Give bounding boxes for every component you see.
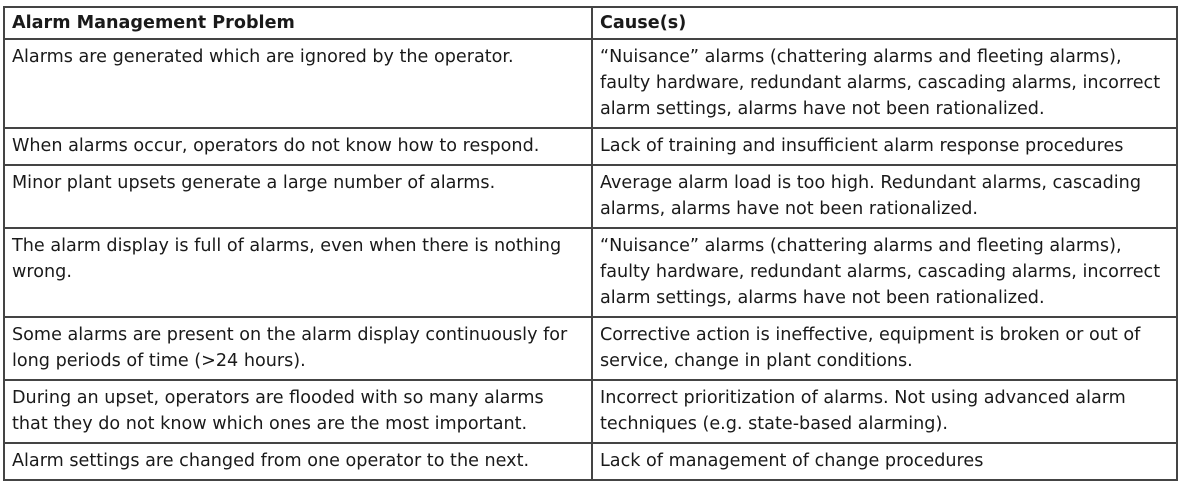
header-causes: Cause(s) <box>592 7 1177 39</box>
table-header-row <box>4 7 1177 39</box>
problem-cell: Some alarms are present on the alarm display continuously for long periods of time (>24 hours). <box>4 317 592 380</box>
cause-cell: “Nuisance” alarms (chattering alarms and fleeting alarms), faulty hardware, redundant alarms, cascading alarms, incorrect alarm settings, alarms have not been rationalized. <box>592 228 1177 317</box>
table-row <box>4 39 1177 128</box>
table-row <box>4 228 1177 317</box>
table-body <box>4 39 1177 480</box>
cause-cell: Incorrect prioritization of alarms. Not using advanced alarm techniques (e.g. state-based alarming). <box>592 380 1177 443</box>
cause-cell: Corrective action is ineffective, equipment is broken or out of service, change in plant conditions. <box>592 317 1177 380</box>
problem-cell: When alarms occur, operators do not know how to respond. <box>4 128 592 165</box>
cause-cell: Lack of management of change procedures <box>592 443 1177 480</box>
problem-cell: Alarms are generated which are ignored by the operator. <box>4 39 592 128</box>
problem-cell: During an upset, operators are flooded with so many alarms that they do not know which ones are the most important. <box>4 380 592 443</box>
header-problem: Alarm Management Problem <box>4 7 592 39</box>
cause-cell: “Nuisance” alarms (chattering alarms and fleeting alarms), faulty hardware, redundant alarms, cascading alarms, incorrect alarm settings, alarms have not been rationalized. <box>592 39 1177 128</box>
problem-cell: Alarm settings are changed from one operator to the next. <box>4 443 592 480</box>
table-header <box>4 7 1177 39</box>
table-row <box>4 317 1177 380</box>
table-row <box>4 165 1177 228</box>
problem-cell: Minor plant upsets generate a large number of alarms. <box>4 165 592 228</box>
table-row <box>4 128 1177 165</box>
table-row <box>4 443 1177 480</box>
problem-cell: The alarm display is full of alarms, even when there is nothing wrong. <box>4 228 592 317</box>
cause-cell: Lack of training and insufficient alarm response procedures <box>592 128 1177 165</box>
cause-cell: Average alarm load is too high. Redundant alarms, cascading alarms, alarms have not been rationalized. <box>592 165 1177 228</box>
alarm-problems-table <box>3 6 1178 481</box>
table-row <box>4 380 1177 443</box>
